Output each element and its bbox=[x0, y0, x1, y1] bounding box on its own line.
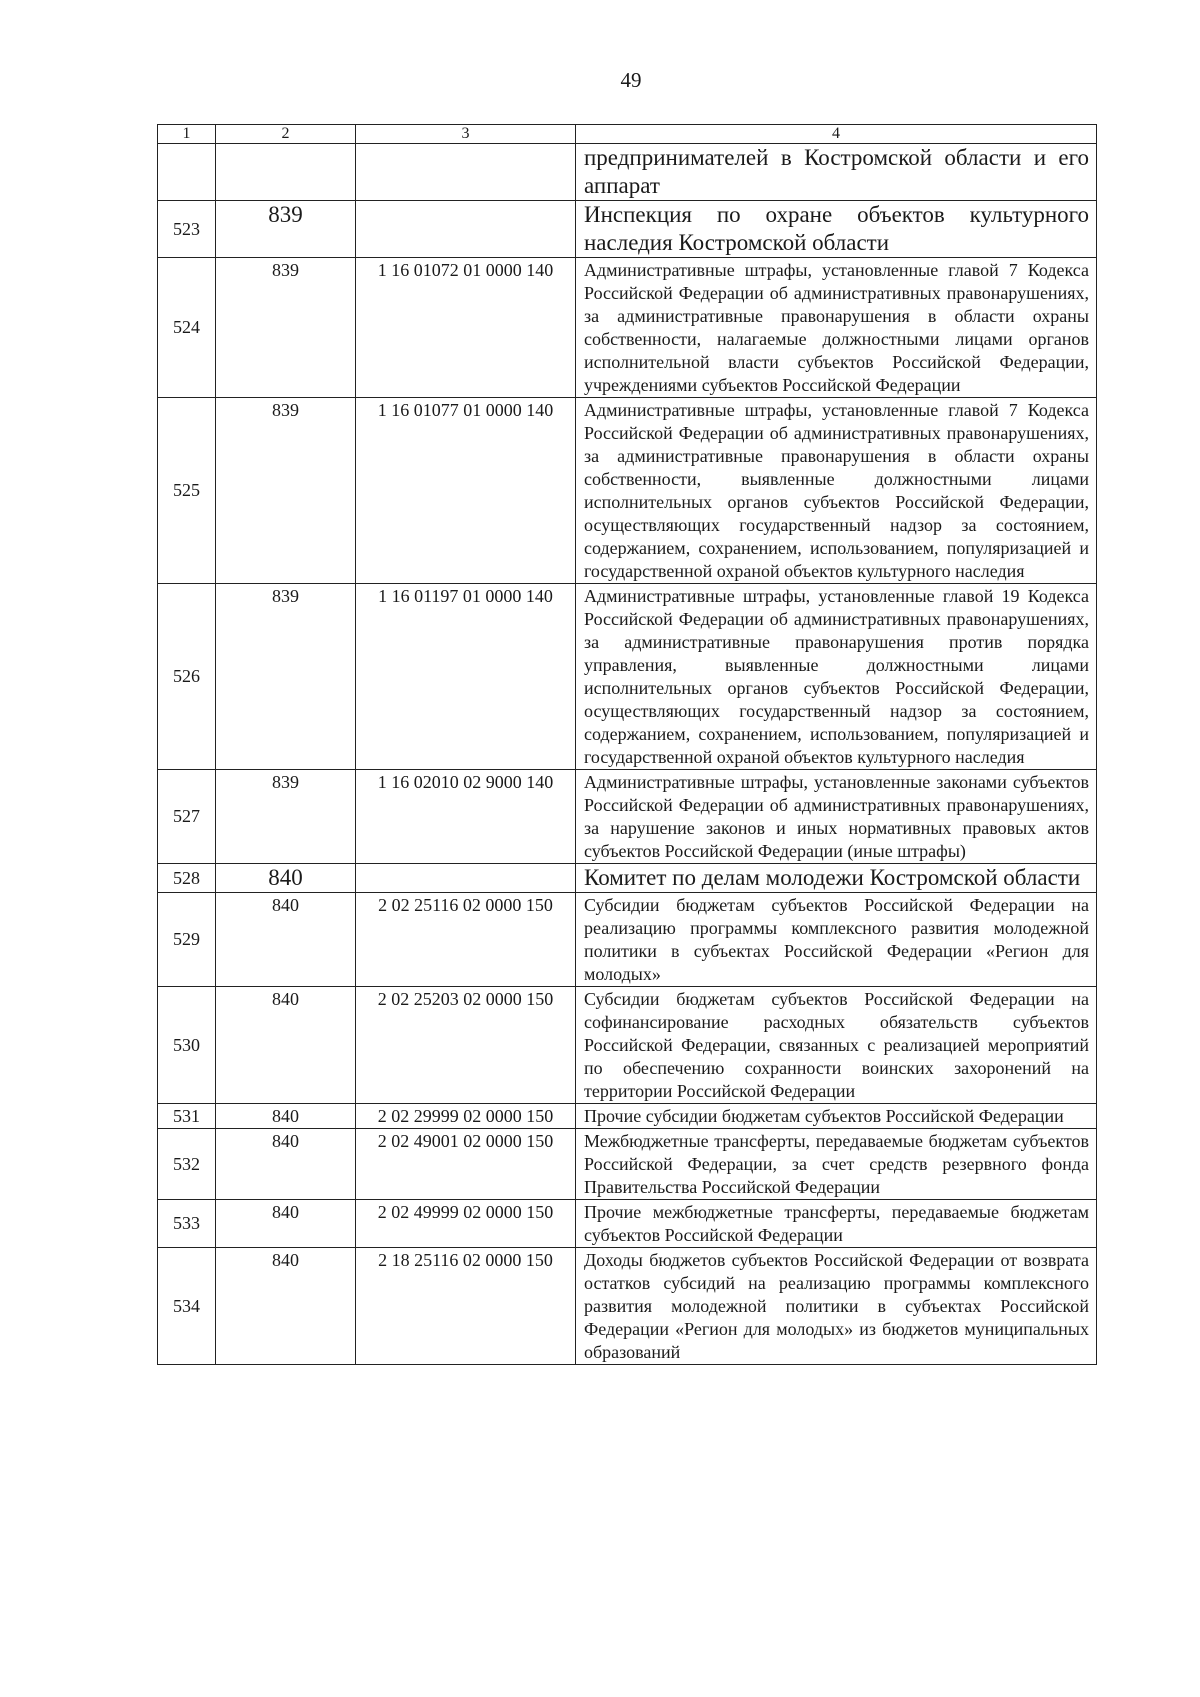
table-row bbox=[158, 770, 1097, 864]
revenue-code-cell: 1 16 01197 01 0000 140 bbox=[356, 584, 576, 770]
admin-code-cell: 839 bbox=[216, 258, 356, 398]
header-cell: 2 bbox=[216, 125, 356, 144]
description-cell: Административные штрафы, установленные главой 7 Кодекса Российской Федерации об административных правонарушениях, за административные правонарушения в области охраны собственности, налагаемые должностными лицами органов исполнительной власти субъектов Российской Федерации, учреждениями субъектов Российской Федерации bbox=[576, 258, 1097, 398]
admin-code-cell: 839 bbox=[216, 201, 356, 258]
table-row bbox=[158, 398, 1097, 584]
table-row bbox=[158, 1104, 1097, 1129]
table-row bbox=[158, 144, 1097, 201]
admin-code-cell: 839 bbox=[216, 398, 356, 584]
admin-code-cell: 840 bbox=[216, 893, 356, 987]
row-number-cell: 531 bbox=[158, 1104, 216, 1129]
header-cell: 1 bbox=[158, 125, 216, 144]
description-cell: Прочие межбюджетные трансферты, передаваемые бюджетам субъектов Российской Федерации bbox=[576, 1200, 1097, 1248]
revenue-code-cell: 2 02 29999 02 0000 150 bbox=[356, 1104, 576, 1129]
row-number-cell: 530 bbox=[158, 987, 216, 1104]
revenue-code-cell: 2 02 25116 02 0000 150 bbox=[356, 893, 576, 987]
description-cell: Субсидии бюджетам субъектов Российской Федерации на софинансирование расходных обязательств субъектов Российской Федерации, связанных с реализацией мероприятий по обеспечению сохранности воинских захоронений на территории Российской Федерации bbox=[576, 987, 1097, 1104]
table-row bbox=[158, 1248, 1097, 1365]
description-cell: Межбюджетные трансферты, передаваемые бюджетам субъектов Российской Федерации, за счет средств резервного фонда Правительства Российской Федерации bbox=[576, 1129, 1097, 1200]
admin-code-cell: 840 bbox=[216, 1129, 356, 1200]
row-number-cell: 532 bbox=[158, 1129, 216, 1200]
admin-code-cell bbox=[216, 144, 356, 201]
row-number-cell: 523 bbox=[158, 201, 216, 258]
description-cell: предпринимателей в Костромской области и его аппарат bbox=[576, 144, 1097, 201]
revenue-table bbox=[157, 124, 1097, 1365]
revenue-code-cell: 1 16 01077 01 0000 140 bbox=[356, 398, 576, 584]
description-cell: Административные штрафы, установленные законами субъектов Российской Федерации об административных правонарушениях, за нарушение законов и иных нормативных правовых актов субъектов Российской Федерации (иные штрафы) bbox=[576, 770, 1097, 864]
row-number-cell: 527 bbox=[158, 770, 216, 864]
table-row bbox=[158, 1200, 1097, 1248]
admin-code-cell: 840 bbox=[216, 864, 356, 893]
row-number-cell bbox=[158, 144, 216, 201]
row-number-cell: 534 bbox=[158, 1248, 216, 1365]
row-number-cell: 525 bbox=[158, 398, 216, 584]
revenue-code-cell: 1 16 02010 02 9000 140 bbox=[356, 770, 576, 864]
table-row bbox=[158, 584, 1097, 770]
revenue-code-cell: 2 02 49001 02 0000 150 bbox=[356, 1129, 576, 1200]
description-cell: Административные штрафы, установленные главой 19 Кодекса Российской Федерации об административных правонарушениях, за административные правонарушения против порядка управления, выявленные должностными лицами исполнительных органов субъектов Российской Федерации, осуществляющих государственный надзор за состоянием, содержанием, сохранением, использованием, популяризацией и государственной охраной объектов культурного наследия bbox=[576, 584, 1097, 770]
table-row bbox=[158, 258, 1097, 398]
row-number-cell: 524 bbox=[158, 258, 216, 398]
description-cell: Доходы бюджетов субъектов Российской Федерации от возврата остатков субсидий на реализацию программы комплексного развития молодежной политики в субъектах Российской Федерации «Регион для молодых» из бюджетов муниципальных образований bbox=[576, 1248, 1097, 1365]
revenue-code-cell: 2 02 25203 02 0000 150 bbox=[356, 987, 576, 1104]
description-cell: Субсидии бюджетам субъектов Российской Федерации на реализацию программы комплексного развития молодежной политики в субъектах Российской Федерации «Регион для молодых» bbox=[576, 893, 1097, 987]
admin-code-cell: 839 bbox=[216, 770, 356, 864]
table-row bbox=[158, 893, 1097, 987]
revenue-code-cell bbox=[356, 201, 576, 258]
table-header-row bbox=[158, 125, 1097, 144]
revenue-code-cell: 2 18 25116 02 0000 150 bbox=[356, 1248, 576, 1365]
admin-code-cell: 840 bbox=[216, 1248, 356, 1365]
description-cell: Административные штрафы, установленные главой 7 Кодекса Российской Федерации об административных правонарушениях, за административные правонарушения в области охраны собственности, выявленные должностными лицами исполнительных органов субъектов Российской Федерации, осуществляющих государственный надзор за состоянием, содержанием, сохранением, использованием, популяризацией и государственной охраной объектов культурного наследия bbox=[576, 398, 1097, 584]
admin-code-cell: 840 bbox=[216, 1200, 356, 1248]
header-cell: 3 bbox=[356, 125, 576, 144]
revenue-code-cell bbox=[356, 144, 576, 201]
row-number-cell: 526 bbox=[158, 584, 216, 770]
admin-code-cell: 840 bbox=[216, 1104, 356, 1129]
description-cell: Инспекция по охране объектов культурного наследия Костромской области bbox=[576, 201, 1097, 258]
table-row bbox=[158, 987, 1097, 1104]
revenue-code-cell: 1 16 01072 01 0000 140 bbox=[356, 258, 576, 398]
table-row bbox=[158, 201, 1097, 258]
revenue-code-cell bbox=[356, 864, 576, 893]
table-row bbox=[158, 864, 1097, 893]
header-cell: 4 bbox=[576, 125, 1097, 144]
description-cell: Прочие субсидии бюджетам субъектов Российской Федерации bbox=[576, 1104, 1097, 1129]
row-number-cell: 529 bbox=[158, 893, 216, 987]
revenue-code-cell: 2 02 49999 02 0000 150 bbox=[356, 1200, 576, 1248]
description-cell: Комитет по делам молодежи Костромской области bbox=[576, 864, 1097, 893]
row-number-cell: 528 bbox=[158, 864, 216, 893]
admin-code-cell: 840 bbox=[216, 987, 356, 1104]
row-number-cell: 533 bbox=[158, 1200, 216, 1248]
table-row bbox=[158, 1129, 1097, 1200]
admin-code-cell: 839 bbox=[216, 584, 356, 770]
page-number: 49 bbox=[620, 68, 642, 92]
